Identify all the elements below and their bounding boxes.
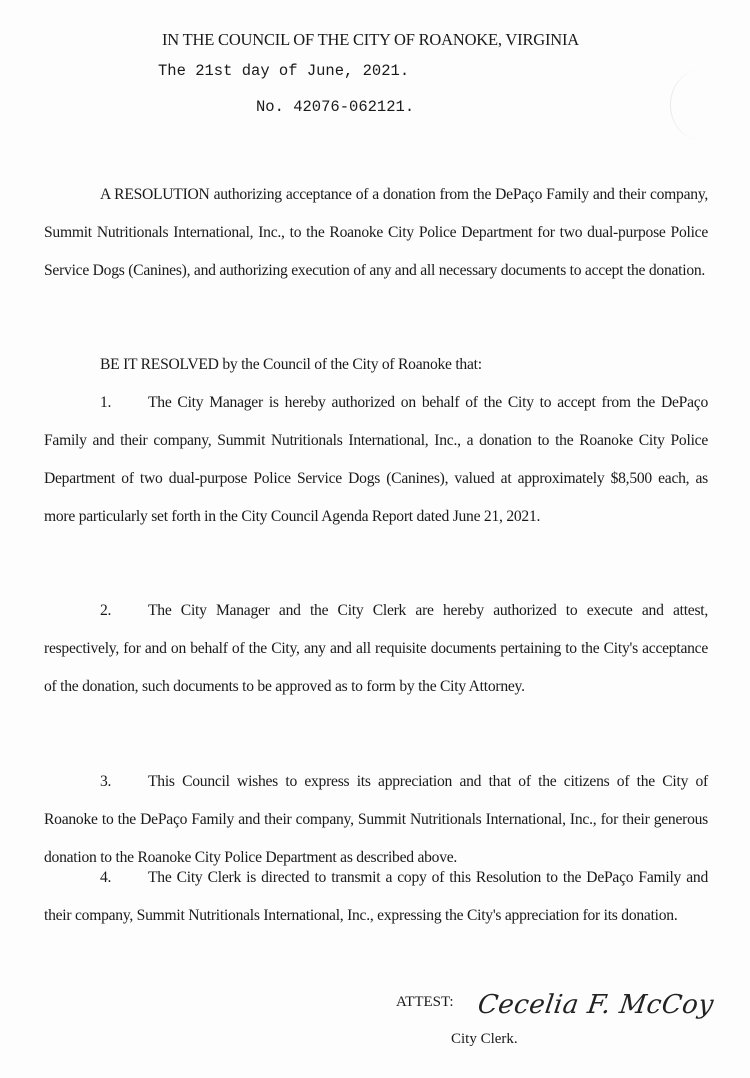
resolution-lead: A RESOLUTION (100, 186, 210, 203)
item-text: The City Manager and the City Clerk are hereby authorized to execute and attest, respectively, for and on behalf of the City, any and all requisite documents pertaining to the City's acceptance of the donation, such documents to be approved as to form by the City Attorney. (44, 602, 708, 695)
resolved-lead: BE IT RESOLVED (100, 356, 219, 373)
item-text: The City Clerk is directed to transmit a copy of this Resolution to the DePaço Family and their company, Summit Nutritionals International, Inc., expressing the City's appreciation for its donation. (44, 869, 708, 924)
council-heading: IN THE COUNCIL OF THE CITY OF ROANOKE, VIRGINIA (162, 30, 579, 49)
item-number: 3. (100, 773, 112, 790)
resolution-summary-text: authorizing acceptance of a donation from the DePaço Family and their company, Summit Nutritionals International, Inc., to the Roanoke City Police Department for two dual-purpose Police Service Dogs (Canines), and authorizing execution of any and all necessary documents to accept the donation. (44, 186, 709, 279)
resolved-clause (44, 346, 708, 384)
scan-artifact (670, 70, 731, 140)
attest-label: ATTEST: (396, 994, 454, 1010)
item-text: This Council wishes to express its appreciation and that of the citizens of the City of Roanoke to the DePaço Family and their company, Summit Nutritionals International, Inc., for their generous donation to the Roanoke City Police Department as described above. (44, 773, 708, 866)
item-number: 4. (100, 869, 112, 886)
resolution-summary (44, 176, 708, 290)
resolution-item-2 (44, 592, 708, 706)
resolution-number: No. 42076-062121. (256, 98, 415, 116)
resolution-item-1 (44, 384, 708, 536)
clerk-signature: Cecelia F. McCoy (475, 990, 716, 1020)
item-number: 1. (100, 394, 112, 411)
resolved-text: by the Council of the City of Roanoke that: (218, 356, 482, 373)
clerk-title: City Clerk. (451, 1031, 518, 1047)
item-number: 2. (100, 602, 112, 619)
resolution-item-4 (44, 859, 708, 935)
item-text: The City Manager is hereby authorized on behalf of the City to accept from the DePaço Family and their company, Summit Nutritionals International, Inc., a donation to the Roanoke City Police Department of two dual-purpose Police Service Dogs (Canines), valued at approximately $8,500 each, as more particularly set forth in the City Council Agenda Report dated June 21, 2021. (44, 394, 708, 525)
resolution-date: The 21st day of June, 2021. (158, 62, 410, 80)
